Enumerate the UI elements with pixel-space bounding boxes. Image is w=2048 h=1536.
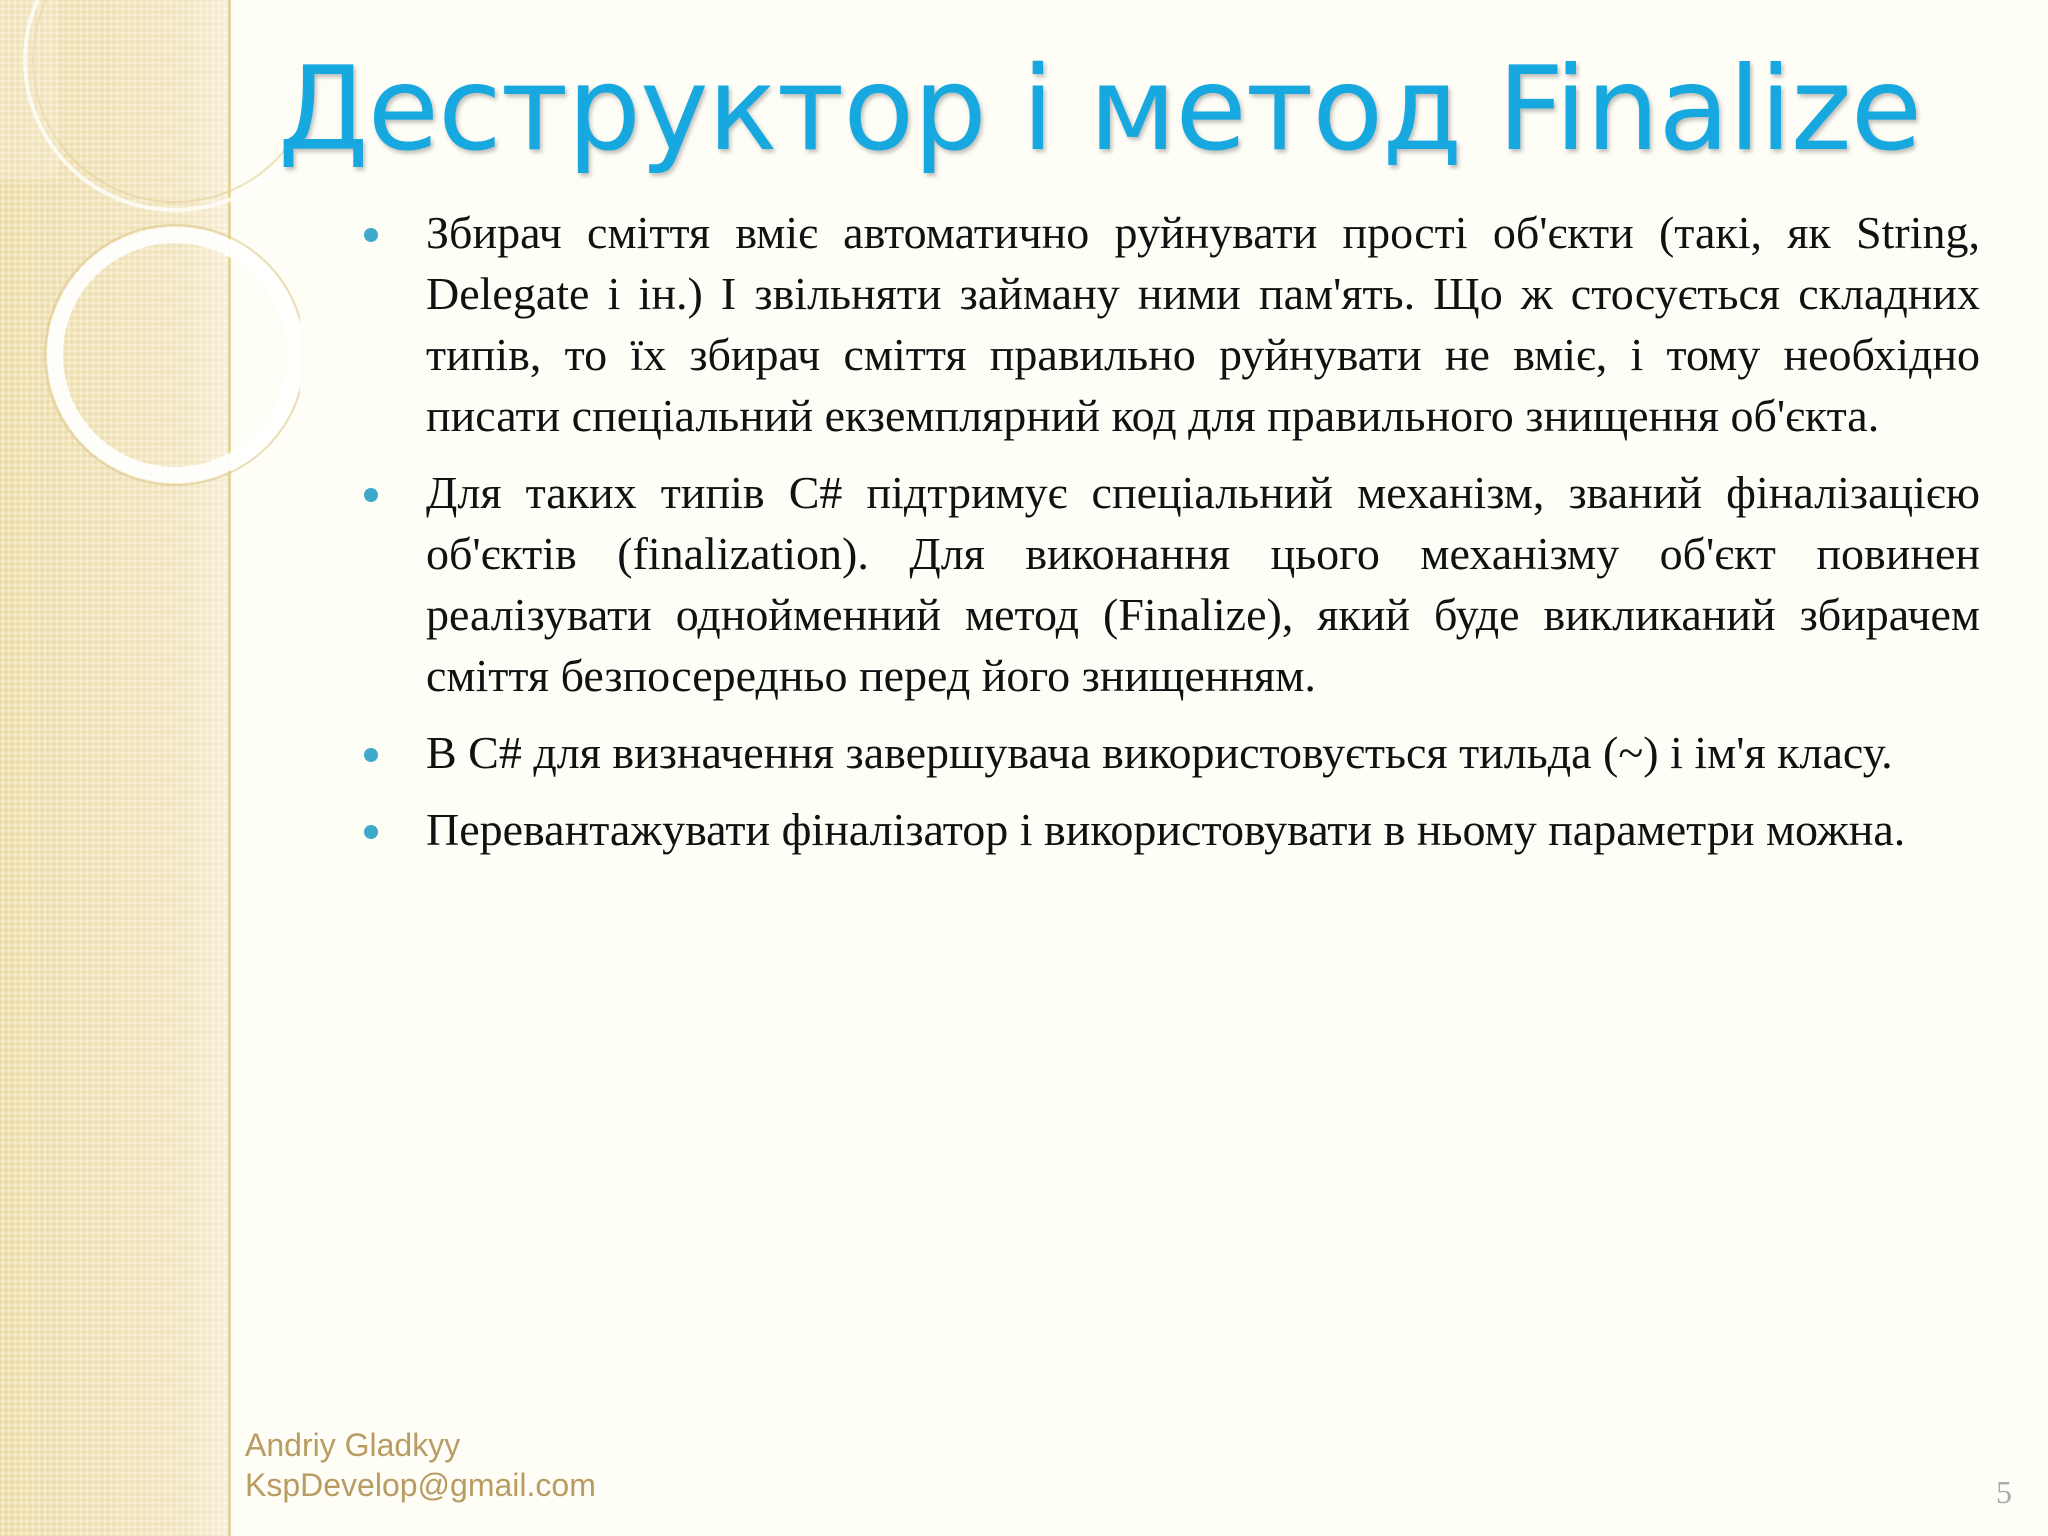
bullet-text: Для таких типів C# підтримує спеціальний механізм, званий фіналізацією об'єктів (finalization). Для виконання цього механізму об'єкт повинен реалізувати однойменний метод (Finalize), який буде викликаний збирачем сміття безпосередньо перед його знищенням. [426,467,1980,701]
bullet-text: Перевантажувати фіналізатор і використовувати в ньому параметри можна. [426,804,1906,855]
bullet-marker-icon [364,488,378,502]
decorative-rings [0,0,300,520]
slide-title: Деструктор і метод Finalize [278,42,1922,177]
bullet-item [360,799,1980,860]
bullet-marker-icon [364,825,378,839]
bullet-text: В C# для визначення завершувача використовується тильда (~) і ім'я класу. [426,727,1893,778]
bullet-text: Збирач сміття вміє автоматично руйнувати прості об'єкти (такі, як String, Delegate і ін.) І звільняти займану ними пам'ять. Що ж стосується складних типів, то їх збирач сміття правильно руйнувати не вміє, і тому необхідно писати спеціальний екземплярний код для правильного знищення об'єкта. [426,207,1980,441]
bullet-item [360,722,1980,783]
footer-email: KspDevelop@gmail.com [245,1467,596,1503]
bullet-marker-icon [364,748,378,762]
bullet-list [360,202,1980,876]
bullet-item [360,462,1980,706]
page-number: 5 [1996,1474,2012,1510]
bullet-item [360,202,1980,446]
bullet-marker-icon [364,228,378,242]
footer-author: Andriy Gladkyy [245,1427,461,1463]
